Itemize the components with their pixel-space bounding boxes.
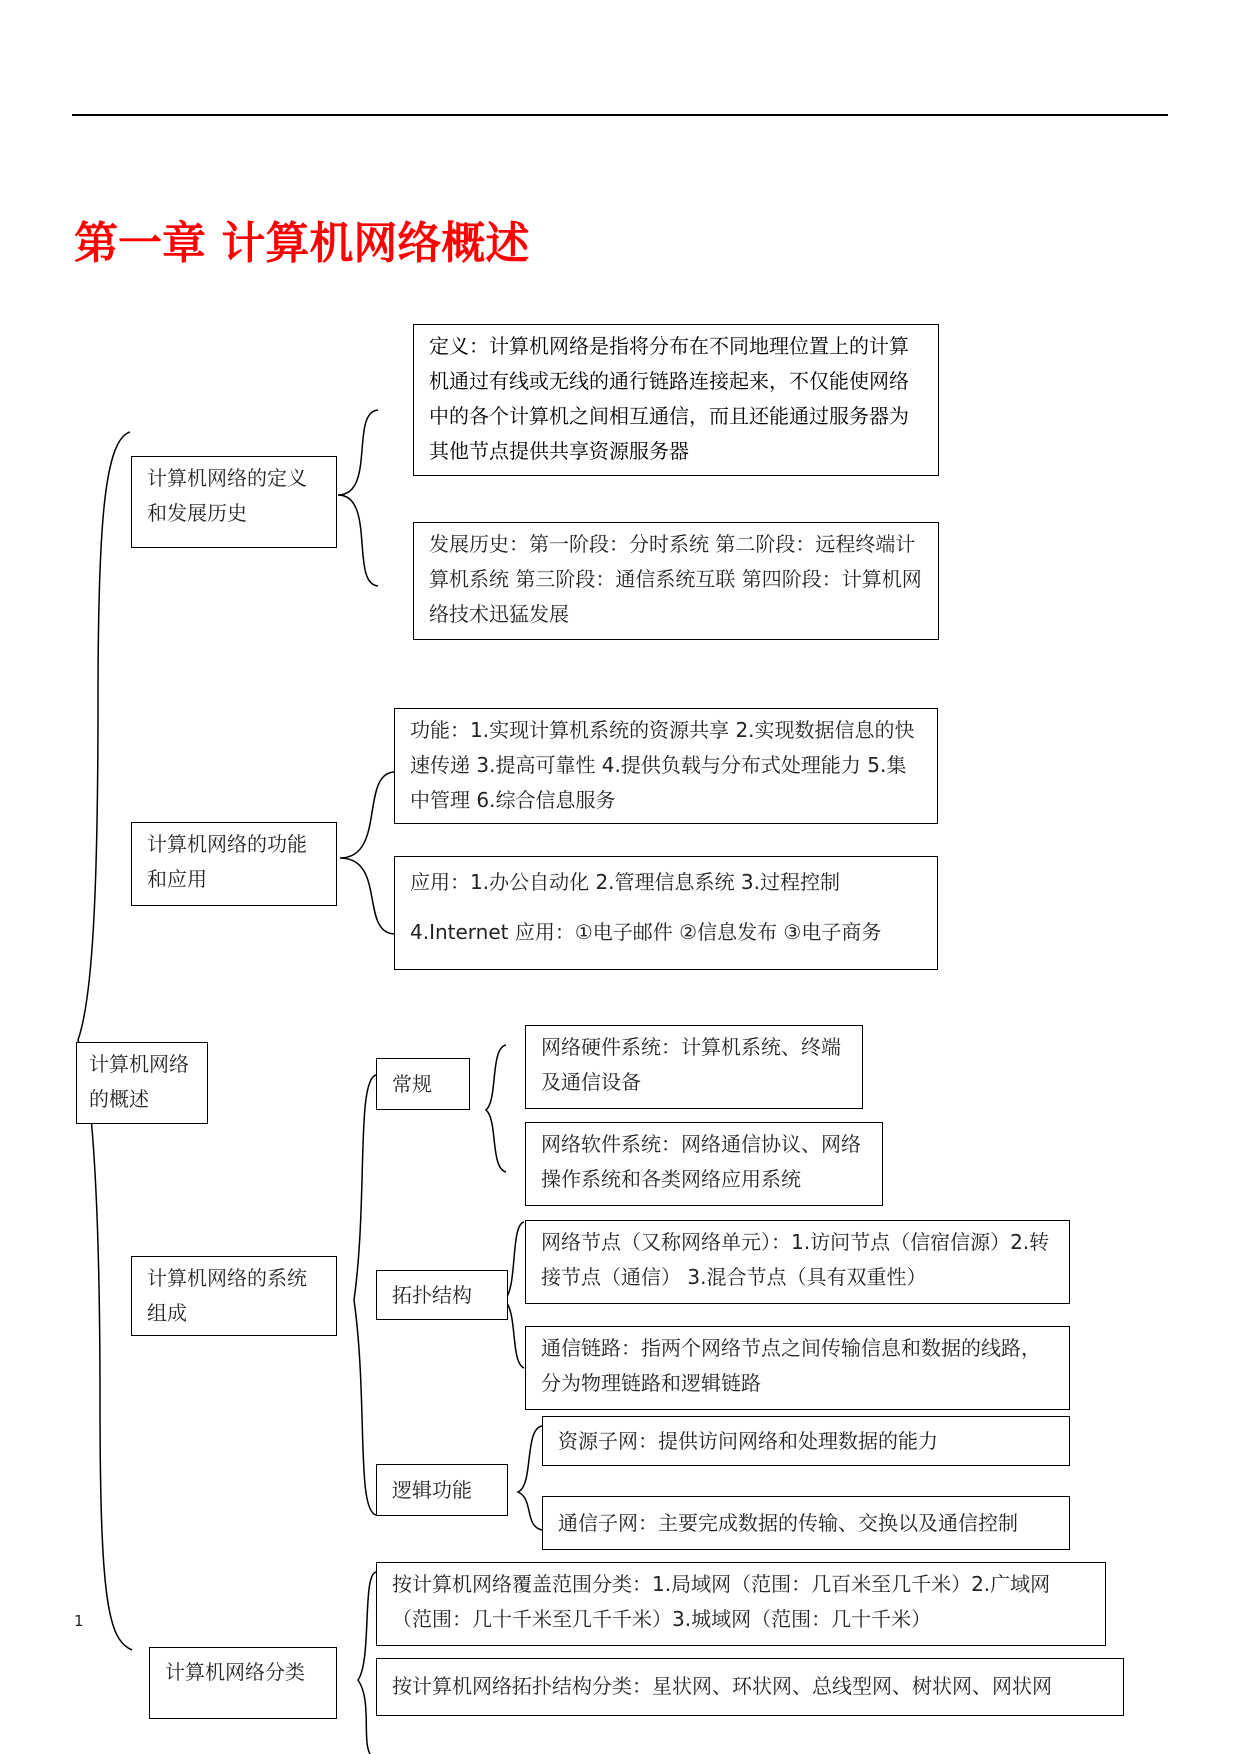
- topology-classification-box: [376, 1658, 1124, 1716]
- communication-links-text: 通信链路：指两个网络节点之间传输信息和数据的线路，分为物理链路和逻辑链路: [541, 1336, 1041, 1395]
- logical-label: 逻辑功能: [392, 1478, 472, 1502]
- communication-subnet-box: [542, 1496, 1070, 1550]
- software-box: [525, 1122, 883, 1206]
- topology-label: 拓扑结构: [392, 1283, 472, 1307]
- definition-text: 定义：计算机网络是指将分布在不同地理位置上的计算机通过有线或无线的通行链路连接起来，不仅能使网络中的各个计算机之间相互通信，而且还能通过服务器为其他节点提供共享资源服务器: [429, 334, 909, 463]
- resource-subnet-box: [542, 1416, 1070, 1466]
- node-classification: [149, 1647, 337, 1719]
- links-box: [525, 1326, 1070, 1410]
- topology-classification-text: 按计算机网络拓扑结构分类：星状网、环状网、总线型网、树状网、网状网: [392, 1674, 1052, 1698]
- applications-line-1: 应用：1.办公自动化 2.管理信息系统 3.过程控制: [410, 870, 840, 894]
- applications-box: [394, 856, 938, 970]
- functions-box: [394, 708, 938, 824]
- coverage-text: 按计算机网络覆盖范围分类：1.局域网（范围：几百米至几千米）2.广域网（范围：几十千米至几千千米）3.城域网（范围：几十千米）: [392, 1572, 1051, 1631]
- hardware-box: [525, 1025, 863, 1109]
- chapter-title: 第一章 计算机网络概述: [74, 218, 530, 269]
- hardware-text: 网络硬件系统：计算机系统、终端及通信设备: [541, 1035, 841, 1094]
- page-number: 1: [74, 1612, 84, 1630]
- software-text: 网络软件系统：网络通信协议、网络操作系统和各类网络应用系统: [541, 1132, 861, 1191]
- node-composition: [131, 1256, 337, 1336]
- function-application-label: 计算机网络的功能和应用: [147, 832, 307, 891]
- root-node: [76, 1042, 208, 1124]
- node-logical: [376, 1464, 508, 1516]
- nodes-box: [525, 1220, 1070, 1304]
- coverage-box: [376, 1562, 1106, 1646]
- network-nodes-text: 网络节点（又称网络单元）：1.访问节点（信宿信源）2.转接节点（通信） 3.混合节点（具有双重性）: [541, 1230, 1050, 1289]
- communication-subnet-text: 通信子网：主要完成数据的传输、交换以及通信控制: [558, 1511, 1018, 1535]
- node-general: [376, 1058, 470, 1110]
- node-definition-history: [131, 456, 337, 548]
- root-label: 计算机网络的概述: [89, 1052, 189, 1111]
- history-box: [413, 522, 939, 640]
- composition-label: 计算机网络的系统组成: [147, 1266, 307, 1325]
- general-label: 常规: [392, 1072, 432, 1096]
- classification-label: 计算机网络分类: [165, 1660, 305, 1684]
- definition-history-label: 计算机网络的定义和发展历史: [147, 466, 307, 525]
- node-function-application: [131, 822, 337, 906]
- node-topology: [376, 1270, 508, 1320]
- history-text: 发展历史：第一阶段：分时系统 第二阶段：远程终端计算机系统 第三阶段：通信系统互联 第四阶段：计算机网络技术迅猛发展: [429, 532, 922, 626]
- definition-box: [413, 324, 939, 476]
- applications-line-2: 4.Internet 应用：①电子邮件 ②信息发布 ③电子商务: [410, 920, 882, 944]
- resource-subnet-text: 资源子网：提供访问网络和处理数据的能力: [558, 1429, 938, 1453]
- functions-text: 功能：1.实现计算机系统的资源共享 2.实现数据信息的快速传递 3.提高可靠性 4.提供负载与分布式处理能力 5.集中管理 6.综合信息服务: [410, 718, 915, 812]
